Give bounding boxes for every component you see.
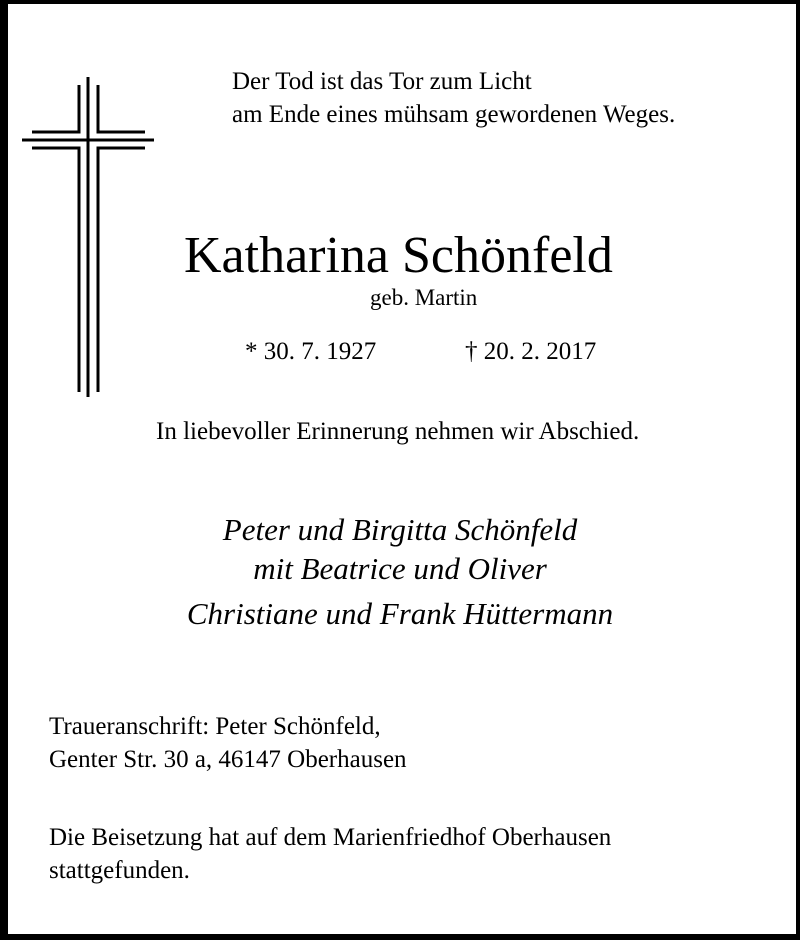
birth-date: * 30. 7. 1927 xyxy=(245,338,377,365)
maiden-name: geb. Martin xyxy=(370,285,478,310)
deceased-name: Katharina Schönfeld xyxy=(184,227,613,284)
farewell-text: In liebevoller Erinnerung nehmen wir Abschied. xyxy=(156,418,640,445)
burial-line-1: Die Beisetzung hat auf dem Marienfriedhof Oberhausen xyxy=(49,824,612,851)
cross-icon xyxy=(0,0,200,420)
burial-line-2: stattgefunden. xyxy=(49,857,190,884)
address-line-2: Genter Str. 30 a, 46147 Oberhausen xyxy=(49,746,407,773)
death-date: † 20. 2. 2017 xyxy=(465,338,597,365)
quote-line-1: Der Tod ist das Tor zum Licht xyxy=(232,68,532,95)
mourner-line-3: Christiane und Frank Hüttermann xyxy=(186,596,614,631)
mourner-line-2: mit Beatrice und Oliver xyxy=(253,551,547,586)
quote-line-2: am Ende eines mühsam gewordenen Weges. xyxy=(232,101,676,128)
address-line-1: Traueranschrift: Peter Schönfeld, xyxy=(49,713,381,740)
mourner-line-1: Peter und Birgitta Schönfeld xyxy=(222,512,578,547)
